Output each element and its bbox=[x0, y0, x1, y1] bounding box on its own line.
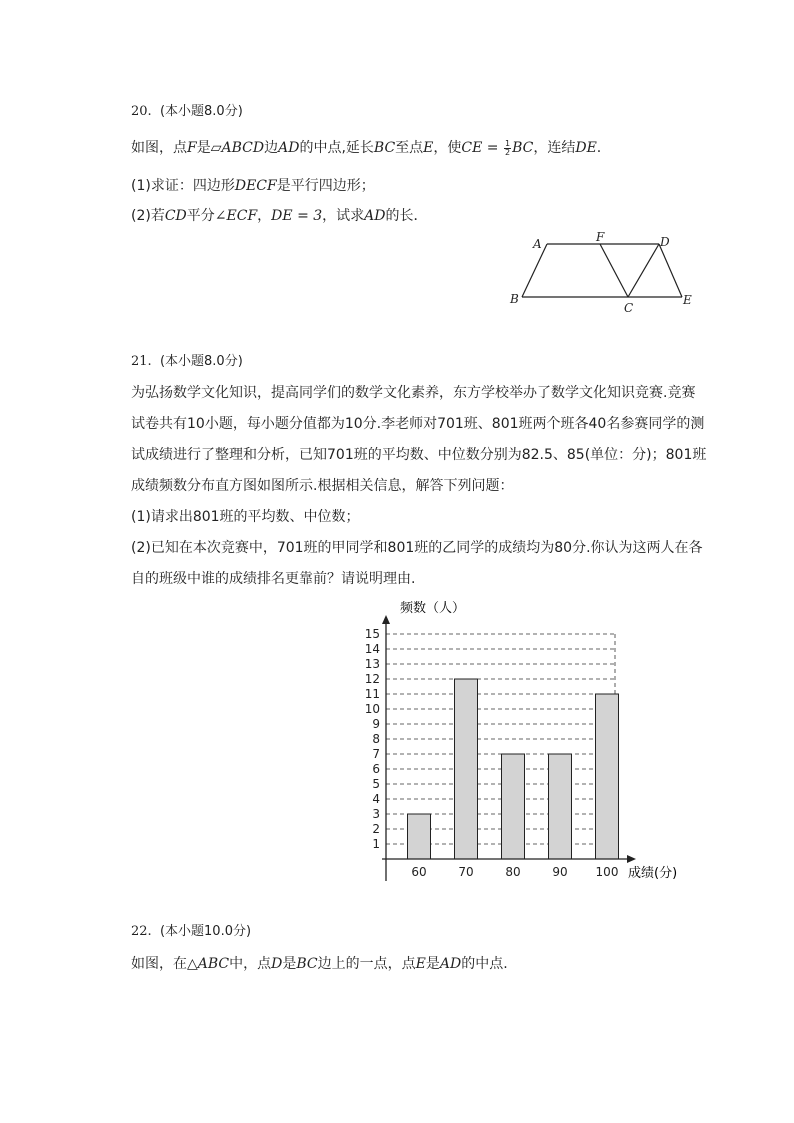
q22-stem-text: 的中点. bbox=[461, 956, 508, 972]
y-tick-label: 7 bbox=[372, 747, 380, 761]
score-histogram bbox=[330, 595, 710, 890]
x-axis-label: 成绩(分) bbox=[628, 866, 678, 881]
q20-var-DE: DE bbox=[575, 140, 597, 156]
q20-var-BC: BC bbox=[373, 140, 396, 156]
q20-stem-text: 的中点,延长 bbox=[299, 140, 374, 156]
x-tick-label: 100 bbox=[595, 865, 619, 879]
q20-part2-text: (2)若 bbox=[131, 208, 165, 224]
q20-stem-text: 如图，点 bbox=[131, 140, 187, 156]
x-tick-labels bbox=[411, 865, 618, 879]
y-tick-label: 1 bbox=[372, 837, 380, 851]
segment-DE bbox=[659, 244, 682, 297]
q20-var-E: E bbox=[423, 140, 434, 156]
q20-stem-text: 是▱ bbox=[196, 140, 222, 156]
bar-90 bbox=[549, 754, 572, 859]
q20-var-AD: AD bbox=[278, 140, 300, 156]
y-tick-labels bbox=[365, 627, 380, 851]
y-axis-arrow bbox=[382, 615, 390, 624]
q20-stem-text: ，连结 bbox=[533, 140, 576, 156]
q20-score-tag: (本小题8.0分) bbox=[159, 104, 243, 119]
bars-group bbox=[408, 679, 619, 859]
q20-part2 bbox=[131, 206, 428, 226]
x-tick-label: 90 bbox=[552, 865, 568, 879]
q22-stem-text: 是 bbox=[425, 956, 440, 972]
q20-part1-text: (1)求证：四边形 bbox=[131, 178, 235, 194]
q20-parallelogram-figure bbox=[500, 230, 700, 320]
q22-number: 22. bbox=[131, 924, 152, 939]
q22-var-D: D bbox=[271, 956, 283, 972]
q21-line: (2)已知在本次竞赛中，701班的甲同学和801班的乙同学的成绩均为80分.你认为这两人在各 bbox=[131, 540, 703, 556]
q20-var-BC: BC bbox=[512, 140, 534, 156]
q20-angle-ECF: ∠ECF bbox=[214, 208, 258, 224]
q22-stem-text: 中，点 bbox=[229, 956, 272, 972]
y-tick-label: 2 bbox=[372, 822, 380, 836]
y-tick-label: 4 bbox=[372, 792, 380, 806]
y-tick-label: 14 bbox=[364, 642, 380, 656]
y-axis-label: 频数（人） bbox=[400, 601, 466, 616]
q22-stem-text: 是 bbox=[282, 956, 297, 972]
segment-AB bbox=[522, 244, 547, 297]
y-tick-label: 10 bbox=[364, 702, 380, 716]
q21-header bbox=[131, 352, 243, 372]
q21-score-tag: (本小题8.0分) bbox=[159, 354, 243, 369]
q20-var-AD: AD bbox=[364, 208, 386, 224]
q21-line: (1)请求出801班的平均数、中位数； bbox=[131, 509, 360, 525]
q21-line: 为弘扬数学文化知识，提高同学们的数学文化素养，东方学校举办了数学文化知识竞赛.竞赛 bbox=[131, 385, 696, 401]
y-tick-label: 11 bbox=[364, 687, 380, 701]
q20-stem bbox=[131, 138, 601, 158]
q22-var-E: E bbox=[415, 956, 426, 972]
y-tick-label: 6 bbox=[372, 762, 380, 776]
q20-var-CE: CE bbox=[461, 140, 483, 156]
q21-number: 21. bbox=[131, 354, 152, 369]
q20-var-ABCD: ABCD bbox=[221, 140, 265, 156]
segment-DC bbox=[628, 244, 659, 297]
q20-DE-equals-3: DE = 3 bbox=[271, 208, 323, 224]
q20-header bbox=[131, 102, 243, 122]
q20-var-DECF: DECF bbox=[234, 178, 277, 194]
q20-part1 bbox=[131, 176, 375, 196]
segment-FC bbox=[600, 244, 628, 297]
q22-triangle-ABC: △ABC bbox=[187, 956, 230, 972]
q20-fraction-half bbox=[504, 140, 511, 157]
q20-equals: = bbox=[482, 140, 503, 156]
q21-line: 试卷共有10小题，每小题分值都为10分.李老师对701班、801班两个班各40名参赛同学的测 bbox=[131, 416, 705, 432]
bar-100 bbox=[596, 694, 619, 859]
q22-score-tag: (本小题10.0分) bbox=[159, 924, 252, 939]
y-tick-label: 3 bbox=[372, 807, 380, 821]
fraction-numerator: 1 bbox=[504, 138, 511, 148]
q22-var-BC: BC bbox=[296, 956, 318, 972]
q22-var-AD: AD bbox=[439, 956, 462, 972]
bar-60 bbox=[408, 814, 431, 859]
vertex-B-label: B bbox=[510, 292, 519, 306]
q20-part2-text: 的长． bbox=[385, 208, 428, 224]
q20-part1-text: 是平行四边形； bbox=[276, 178, 375, 194]
q22-stem-text: 如图，在 bbox=[131, 956, 187, 972]
q21-line: 自的班级中谁的成绩排名更靠前？请说明理由. bbox=[131, 571, 416, 587]
q20-part2-text: ，试求 bbox=[322, 208, 365, 224]
q21-line: 成绩频数分布直方图如图所示.根据相关信息，解答下列问题： bbox=[131, 478, 514, 494]
vertex-D-label: D bbox=[660, 235, 670, 249]
y-tick-label: 8 bbox=[372, 732, 380, 746]
q21-line: 试成绩进行了整理和分析，已知701班的平均数、中位数分别为82.5、85(单位：分)；801班 bbox=[131, 447, 707, 463]
vertex-A-label: A bbox=[533, 237, 542, 251]
y-tick-label: 15 bbox=[364, 627, 380, 641]
q20-part2-text: 平分 bbox=[186, 208, 215, 224]
q20-var-F: F bbox=[187, 140, 197, 156]
q20-stem-text: ，使 bbox=[433, 140, 462, 156]
q20-part2-text: ， bbox=[257, 208, 272, 224]
q22-stem-text: 边上的一点，点 bbox=[317, 956, 416, 972]
q20-var-CD: CD bbox=[164, 208, 187, 224]
x-axis-arrow bbox=[627, 855, 636, 863]
vertex-E-label: E bbox=[683, 293, 692, 307]
x-tick-label: 60 bbox=[411, 865, 427, 879]
fraction-denominator: 2 bbox=[504, 147, 511, 157]
x-tick-label: 80 bbox=[505, 865, 521, 879]
y-tick-label: 9 bbox=[372, 717, 380, 731]
bar-70 bbox=[455, 679, 478, 859]
bar-80 bbox=[502, 754, 525, 859]
vertex-F-label: F bbox=[596, 230, 605, 244]
q20-number: 20. bbox=[131, 104, 152, 119]
y-tick-label: 12 bbox=[364, 672, 380, 686]
q22-stem bbox=[131, 954, 508, 974]
q20-stem-text: 边 bbox=[264, 140, 279, 156]
q22-header bbox=[131, 922, 251, 942]
x-tick-label: 70 bbox=[458, 865, 474, 879]
q20-stem-text: 至点 bbox=[395, 140, 424, 156]
q20-stem-text: . bbox=[596, 140, 602, 156]
y-tick-label: 5 bbox=[372, 777, 380, 791]
vertex-C-label: C bbox=[624, 301, 634, 315]
y-tick-label: 13 bbox=[364, 657, 380, 671]
